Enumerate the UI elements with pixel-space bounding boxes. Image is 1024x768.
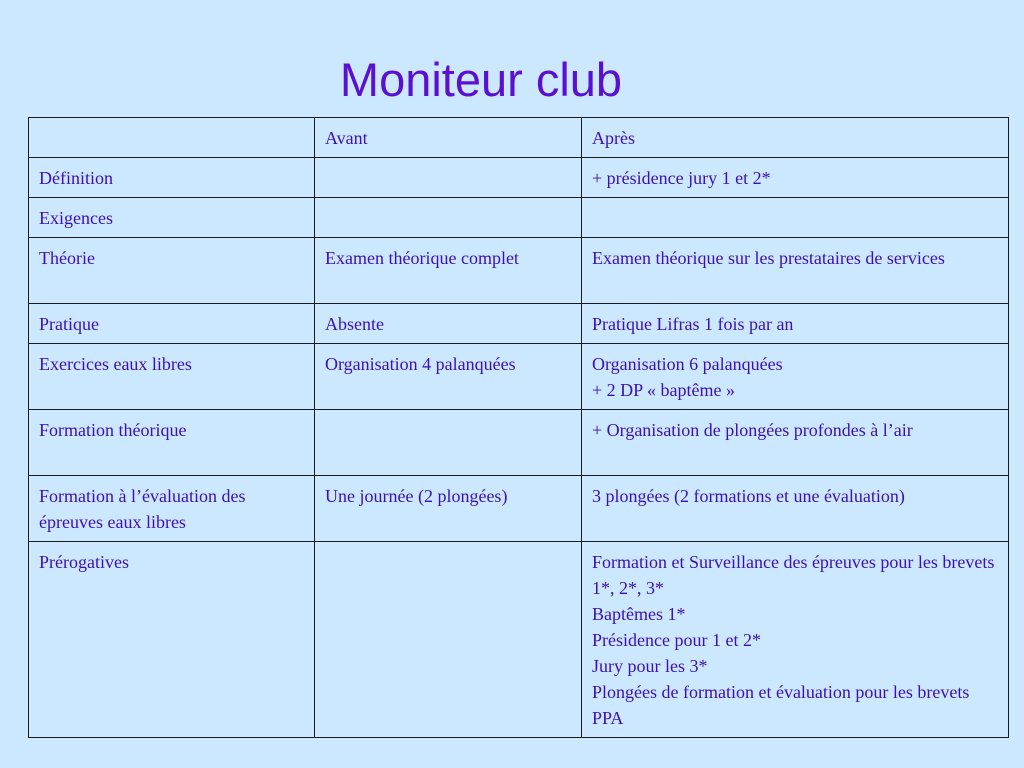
row-label: Définition xyxy=(29,158,315,198)
table-row xyxy=(29,198,1009,238)
table-row xyxy=(29,344,1009,410)
header-cell-empty xyxy=(29,118,315,158)
cell-avant: Organisation 4 palanquées xyxy=(315,344,582,410)
table-row xyxy=(29,158,1009,198)
row-label: Exigences xyxy=(29,198,315,238)
header-cell-avant: Avant xyxy=(315,118,582,158)
header-cell-apres: Après xyxy=(582,118,1009,158)
cell-avant: Examen théorique complet xyxy=(315,238,582,304)
row-label: Exercices eaux libres xyxy=(29,344,315,410)
cell-avant xyxy=(315,198,582,238)
cell-apres xyxy=(582,198,1009,238)
cell-avant xyxy=(315,542,582,738)
row-label: Formation à l’évaluation des épreuves eaux libres xyxy=(29,476,315,542)
table-header-row xyxy=(29,118,1009,158)
table-row xyxy=(29,238,1009,304)
table-row xyxy=(29,304,1009,344)
cell-apres: 3 plongées (2 formations et une évaluation) xyxy=(582,476,1009,542)
row-label: Théorie xyxy=(29,238,315,304)
cell-apres: Formation et Surveillance des épreuves pour les brevets 1*, 2*, 3* Baptêmes 1* Présidence pour 1 et 2* Jury pour les 3* Plongées de formation et évaluation pour les brevets PPA xyxy=(582,542,1009,738)
cell-avant: Une journée (2 plongées) xyxy=(315,476,582,542)
row-label: Prérogatives xyxy=(29,542,315,738)
cell-apres: Examen théorique sur les prestataires de services xyxy=(582,238,1009,304)
cell-apres: Organisation 6 palanquées + 2 DP « baptême » xyxy=(582,344,1009,410)
cell-avant xyxy=(315,158,582,198)
table-row xyxy=(29,410,1009,476)
cell-apres: + présidence jury 1 et 2* xyxy=(582,158,1009,198)
row-label: Pratique xyxy=(29,304,315,344)
cell-apres: + Organisation de plongées profondes à l’air xyxy=(582,410,1009,476)
comparison-table xyxy=(28,117,1009,738)
slide-title: Moniteur club xyxy=(339,53,623,106)
cell-avant: Absente xyxy=(315,304,582,344)
table-row xyxy=(29,542,1009,738)
cell-apres: Pratique Lifras 1 fois par an xyxy=(582,304,1009,344)
cell-avant xyxy=(315,410,582,476)
table-row xyxy=(29,476,1009,542)
row-label: Formation théorique xyxy=(29,410,315,476)
